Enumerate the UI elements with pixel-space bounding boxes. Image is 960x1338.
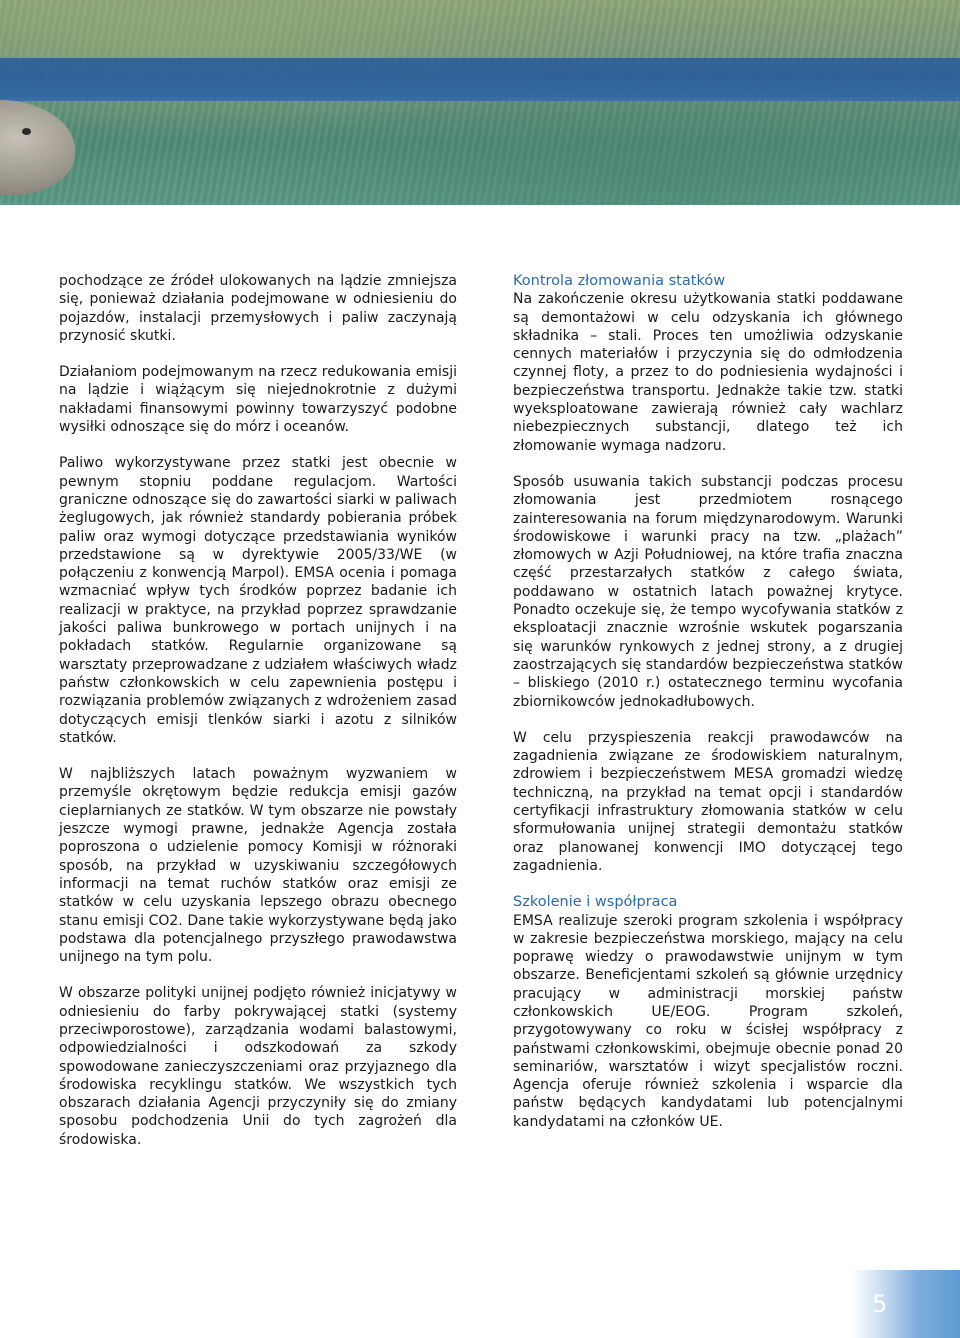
header-photo	[0, 0, 960, 205]
left-paragraph-2: Działaniom podejmowanym na rzecz redukowania emisji na lądzie i wiążącym się niejednokrotnie z dużymi nakładami finansowymi powinny towarzyszyć podobne wysiłki odnoszące się do mórz i oceanów.	[59, 364, 457, 436]
left-column	[59, 272, 457, 1167]
right-paragraph-2: Sposób usuwania takich substancji podczas procesu złomowania jest przedmiotem rosnącego zainteresowania na forum międzynarodowym. Warunki środowiskowe i warunki pracy na tzw. „plażach” złomowych w Azji Południowej, na które trafia znaczna część przestarzałych statków z całego świata, poddawano w ostatnich latach poważnej krytyce. Ponadto oczekuje się, że tempo wycofywania statków z eksploatacji znacznie wzrośnie wskutek pogarszania się warunków rynkowych z jednej strony, a z drugiej zaostrzających się standardów bezpieczeństwa statków – bliskiego (2010 r.) ostatecznego terminu wycofania zbiornikowców jednokadłubowych.	[513, 473, 903, 710]
left-paragraph-5: W obszarze polityki unijnej podjęto również inicjatywy w odniesieniu do farby pokrywającej statki (systemy przeciwporostowe), zarządzania wodami balastowymi, odpowiedzialności i odszkodowań za szkody spowodowane zanieczyszczeniami oraz przyjaznego dla środowiska recyklingu statków. We wszystkich tych obszarach działania Agencji przyczyniły się do zmiany sposobu podchodzenia Unii do tych zagrożeń dla środowiska.	[59, 985, 457, 1148]
left-paragraph-3: Paliwo wykorzystywane przez statki jest obecnie w pewnym stopniu poddane regulacjom. Wartości graniczne odnoszące się do zawartości siarki w paliwach żeglugowych, jak również standardy pobierania próbek paliw oraz wymogi dotyczące przedstawiania wyników przedstawione są w dyrektywie 2005/33/WE (w połączeniu z konwencją Marpol). EMSA ocenia i pomaga wzmacniać wpływ tych środków poprzez badanie ich realizacji w praktyce, na przykład poprzez sprawdzanie jakości paliwa bunkrowego w portach unijnych i na pokładach statków. Regularnie organizowane są warsztaty przeprowadzane z udziałem właściwych władz państw członkowskich w celu zapewnienia postępu i rozwiązania problemów związanych z wdrożeniem zasad dotyczących emisji tlenków siarki i azotu z silników statków.	[59, 455, 457, 746]
right-column	[513, 272, 903, 1149]
seal-head	[0, 100, 75, 195]
section-heading-ship-recycling: Kontrola złomowania statków	[513, 273, 726, 289]
right-paragraph-4: EMSA realizuje szeroki program szkolenia i współpracy w zakresie bezpieczeństwa morskiego, mający na celu poprawę wiedzy o prawodawstwie unijnym w tym obszarze. Beneficjentami szkoleń są głównie urzędnicy pracujący w administracji morskiej państw członkowskich UE/EOG. Program szkoleń, przygotowywany co roku w ścisłej współpracy z państwami członkowskimi, obejmuje obecnie ponad 20 seminariów, warsztatów i wizyt specjalistów roczni. Agencja oferuje również szkolenia i wsparcie dla państw będących kandydatami lub potencjalnymi kandydatami na członków UE.	[513, 912, 903, 1130]
blue-band	[0, 58, 960, 98]
page-number-tab	[852, 1270, 960, 1338]
right-paragraph-1: Na zakończenie okresu użytkowania statki poddawane są demontażowi w celu odzyskania ich głównego składnika – stali. Proces ten umożliwia odzyskanie cennych materiałów i przyczynia się do odmłodzenia czynnej floty, a przez to do podniesienia wydajności i bezpieczeństwa transportu. Jednakże takie tzw. statki wyeksploatowane zawierają również cały wachlarz niebezpiecznych substancji, dlatego też ich złomowanie wymaga nadzoru.	[513, 291, 903, 454]
section-heading-training: Szkolenie i współpraca	[513, 894, 678, 911]
seal-eye	[22, 128, 31, 135]
blue-band-line	[0, 98, 960, 101]
left-paragraph-4: W najbliższych latach poważnym wyzwaniem w przemyśle okrętowym będzie redukcja emisji gazów cieplarnianych ze statków. W tym obszarze nie powstały jeszcze wymogi prawne, jednakże Agencja została poproszona o udzielenie pomocy Komisji w różnoraki sposób, na przykład w uzyskiwaniu szczegółowych informacji na temat ruchów statków oraz emisji ze statków w celu uzyskania lepszego obrazu obecnego stanu emisji CO2. Dane takie wykorzystywane będą jako podstawa dla potencjalnego przyszłego prawodawstwa unijnego na tym polu.	[59, 766, 457, 966]
page-number: 5	[872, 1290, 888, 1318]
right-paragraph-3: W celu przyspieszenia reakcji prawodawców na zagadnienia związane ze środowiskiem naturalnym, zdrowiem i bezpieczeństwem MESA gromadzi wiedzę techniczną, na przykład na temat opcji i standardów certyfikacji infrastruktury złomowania statków w celu sformułowania unijnej strategii demontażu statków oraz planowanej konwencji IMO dotyczącej tego zagadnienia.	[513, 729, 903, 874]
left-paragraph-1: pochodzące ze źródeł ulokowanych na lądzie zmniejsza się, ponieważ działania podejmowane w odniesieniu do pojazdów, instalacji przemysłowych i paliw zaczynają przynosić skutki.	[59, 273, 457, 344]
